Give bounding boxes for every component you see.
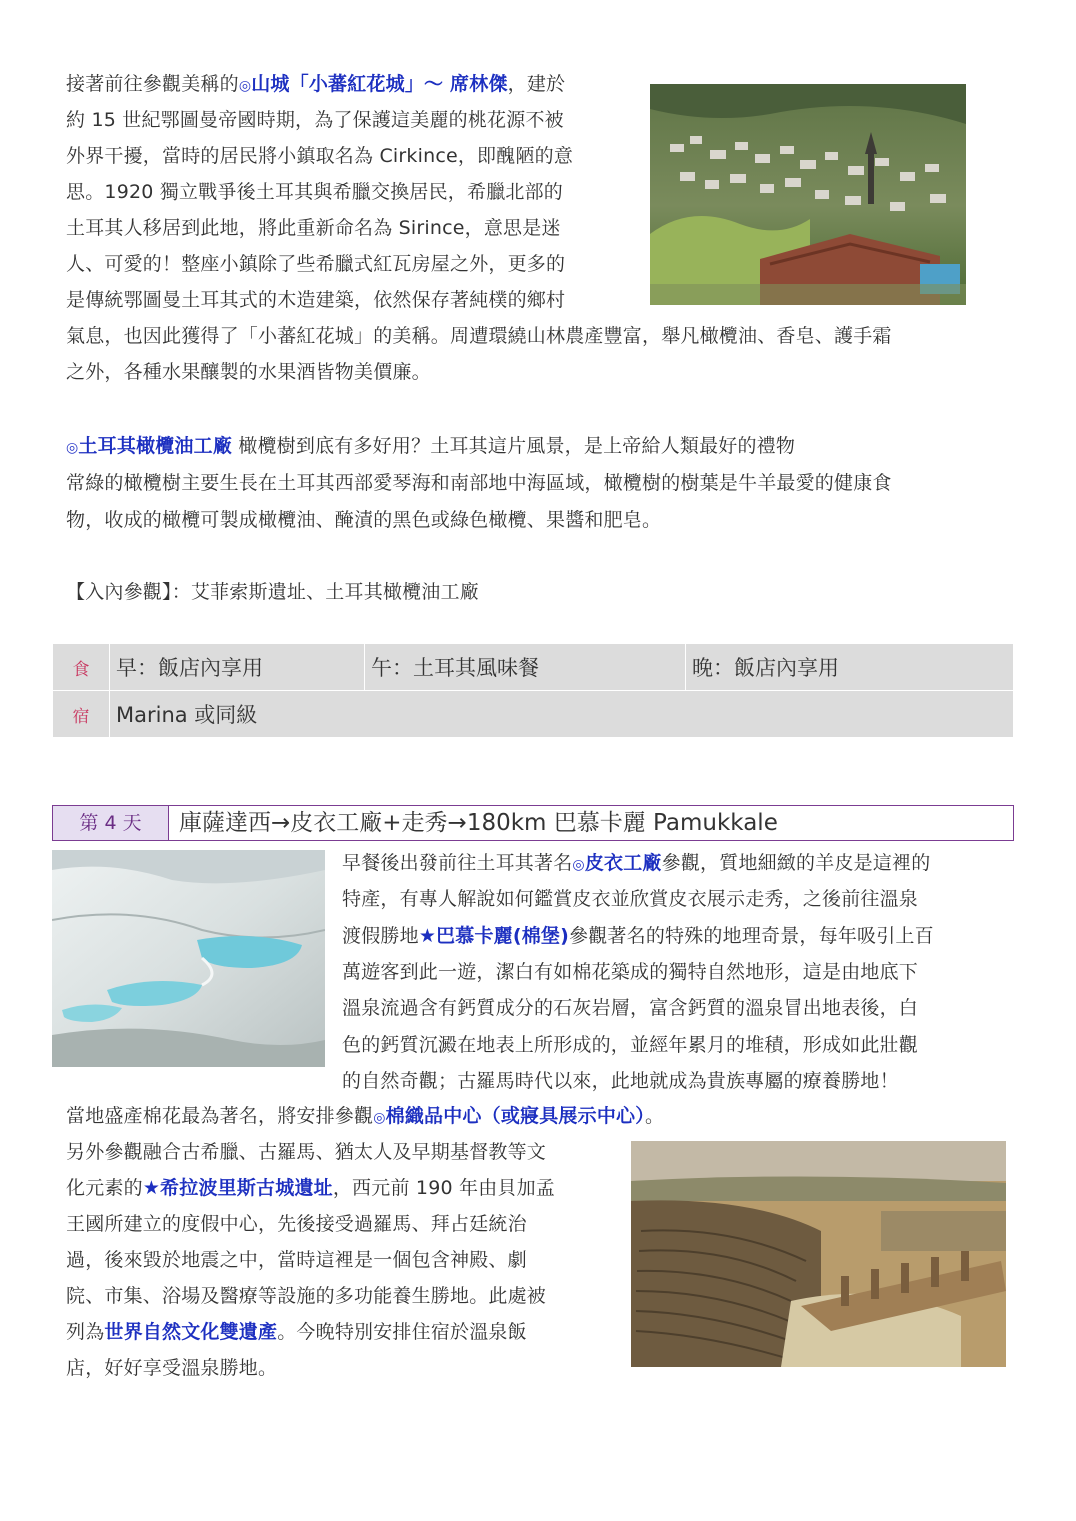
text-line xyxy=(66,1170,555,1206)
lodging-label: 宿 xyxy=(53,691,110,738)
text-line xyxy=(66,246,565,282)
text-run: 當地盛產棉花最為著名，將安排參觀 xyxy=(66,1105,374,1127)
text-run: 列為 xyxy=(66,1321,105,1343)
text-run: 之外，各種水果釀製的水果酒皆物美價廉。 xyxy=(66,361,431,383)
text-line xyxy=(66,1350,277,1386)
text-run: 的自然奇觀；古羅馬時代以來，此地就成為貴族專屬的療養勝地！ xyxy=(342,1069,899,1092)
bullet-mark-icon: ◎ xyxy=(373,1110,386,1126)
hotel-cell: Marina 或同級 xyxy=(110,691,1014,738)
hierapolis-theatre-photo xyxy=(631,1141,1006,1367)
text-line xyxy=(342,881,918,917)
bullet-mark-icon: ◎ xyxy=(66,440,79,456)
text-run: 參觀著名的特殊的地理奇景，每年吸引上百 xyxy=(569,924,934,947)
bullet-mark-icon: ◎ xyxy=(572,857,585,873)
text-line xyxy=(66,1134,546,1170)
text-run: 化元素的 xyxy=(66,1177,143,1199)
text-line xyxy=(342,918,934,954)
text-line xyxy=(342,845,930,883)
text-line xyxy=(342,990,918,1026)
text-run: 早餐後出發前往土耳其著名 xyxy=(342,852,573,874)
text-line xyxy=(66,138,573,174)
text-run: 人、可愛的！整座小鎮除了些希臘式紅瓦房屋之外，更多的 xyxy=(66,253,566,275)
text-run: 接著前往參觀美稱的 xyxy=(66,73,239,95)
text-line xyxy=(66,174,563,210)
highlight-text: ★巴慕卡麗(棉堡) xyxy=(418,924,570,947)
text-run: 土耳其人移居到此地，將此重新命名為 Sirince，意思是迷 xyxy=(66,217,561,239)
text-run: 氣息，也因此獲得了「小蕃紅花城」的美稱。周遭環繞山林農產豐富，舉凡橄欖油、香皂、護手霜 xyxy=(66,325,892,347)
text-line xyxy=(342,1027,918,1063)
text-line xyxy=(66,210,561,246)
highlight-text: 土耳其橄欖油工廠 xyxy=(78,435,233,457)
text-run: 橄欖樹到底有多好用？土耳其這片風景，是上帝給人類最好的禮物 xyxy=(232,435,796,457)
dinner-cell: 晚：飯店內享用 xyxy=(686,644,1014,691)
text-run: 王國所建立的度假中心，先後接受過羅馬、拜占廷統治 xyxy=(66,1213,527,1235)
breakfast-cell: 早：飯店內享用 xyxy=(110,644,365,691)
text-run: 過，後來毀於地震之中，當時這裡是一個包含神殿、劇 xyxy=(66,1249,527,1271)
text-run: 思。1920 獨立戰爭後土耳其與希臘交換居民，希臘北部的 xyxy=(66,181,563,203)
pamukkale-terraces-image xyxy=(52,850,325,1067)
text-line xyxy=(342,954,918,990)
text-line xyxy=(342,1063,899,1099)
meal-table xyxy=(52,643,1014,738)
text-line xyxy=(66,282,565,318)
text-line xyxy=(66,102,564,138)
text-line xyxy=(66,354,431,390)
bullet-mark-icon: ◎ xyxy=(238,78,252,94)
text-line xyxy=(66,1242,527,1278)
text-line xyxy=(66,1098,664,1136)
day4-header xyxy=(52,805,1014,841)
text-run: 。 xyxy=(644,1105,665,1127)
text-line xyxy=(66,502,661,538)
text-line xyxy=(66,1278,546,1314)
hierapolis-theatre-image xyxy=(631,1141,1006,1367)
text-run: 。今晚特別安排住宿於溫泉飯 xyxy=(277,1321,527,1343)
text-run: 溫泉流過含有鈣質成分的石灰岩層，富含鈣質的溫泉冒出地表後，白 xyxy=(342,997,919,1020)
text-run: 院、市集、浴場及醫療等設施的多功能養生勝地。此處被 xyxy=(66,1285,547,1307)
text-line xyxy=(66,428,795,466)
text-run: 物，收成的橄欖可製成橄欖油、醃漬的黑色或綠色橄欖、果醬和肥皂。 xyxy=(66,509,662,531)
text-line xyxy=(66,66,565,104)
text-line xyxy=(66,318,892,354)
text-run: 特產，有專人解說如何鑑賞皮衣並欣賞皮衣展示走秀，之後前往溫泉 xyxy=(342,888,919,911)
text-run: 萬遊客到此一遊，潔白有如棉花築成的獨特自然地形，這是由地底下 xyxy=(342,960,919,983)
text-run: 是傳統鄂圖曼土耳其式的木造建築，依然保存著純樸的鄉村 xyxy=(66,289,566,311)
sirince-village-photo xyxy=(650,84,966,305)
text-run: 另外參觀融合古希臘、古羅馬、猶太人及早期基督教等文 xyxy=(66,1141,547,1163)
day4-title: 庫薩達西→皮衣工廠+走秀→180km 巴慕卡麗 Pamukkale xyxy=(179,810,778,836)
meal-label: 食 xyxy=(53,644,110,691)
pamukkale-photo xyxy=(52,850,325,1067)
text-run: ，建於 xyxy=(507,73,566,95)
text-run: 常綠的橄欖樹主要生長在土耳其西部愛琴海和南部地中海區域，橄欖樹的樹葉是牛羊最愛的健康食 xyxy=(66,472,892,494)
text-run: 渡假勝地 xyxy=(342,924,419,947)
text-run: ，西元前 190 年由貝加孟 xyxy=(332,1177,556,1199)
highlight-text: ★希拉波里斯古城遺址 xyxy=(142,1177,333,1199)
text-run: 外界干擾，當時的居民將小鎮取名為 Cirkince，即醜陋的意 xyxy=(66,145,574,167)
text-run: 店，好好享受溫泉勝地。 xyxy=(66,1357,278,1379)
highlight-text: 皮衣工廠 xyxy=(584,852,662,874)
text-run: 約 15 世紀鄂圖曼帝國時期，為了保護這美麗的桃花源不被 xyxy=(66,109,564,131)
sirince-village-image xyxy=(650,84,966,305)
text-run: 參觀，質地細緻的羊皮是這裡的 xyxy=(661,852,931,874)
text-run: 色的鈣質沉澱在地表上所形成的，並經年累月的堆積，形成如此壯觀 xyxy=(342,1033,919,1056)
text-line xyxy=(66,465,892,501)
day4-label: 第 4 天 xyxy=(53,806,169,840)
text-line xyxy=(66,1314,527,1350)
highlight-text: 棉織品中心（或寢具展示中心） xyxy=(385,1105,645,1127)
lunch-cell: 午：土耳其風味餐 xyxy=(365,644,686,691)
highlight-text: 世界自然文化雙遺產 xyxy=(104,1321,278,1343)
text-line xyxy=(66,1206,527,1242)
visit-note: 【入內參觀】：艾菲索斯遺址、土耳其橄欖油工廠 xyxy=(66,581,479,603)
highlight-text: 山城「小蕃紅花城」～ 席林傑 xyxy=(251,73,508,95)
